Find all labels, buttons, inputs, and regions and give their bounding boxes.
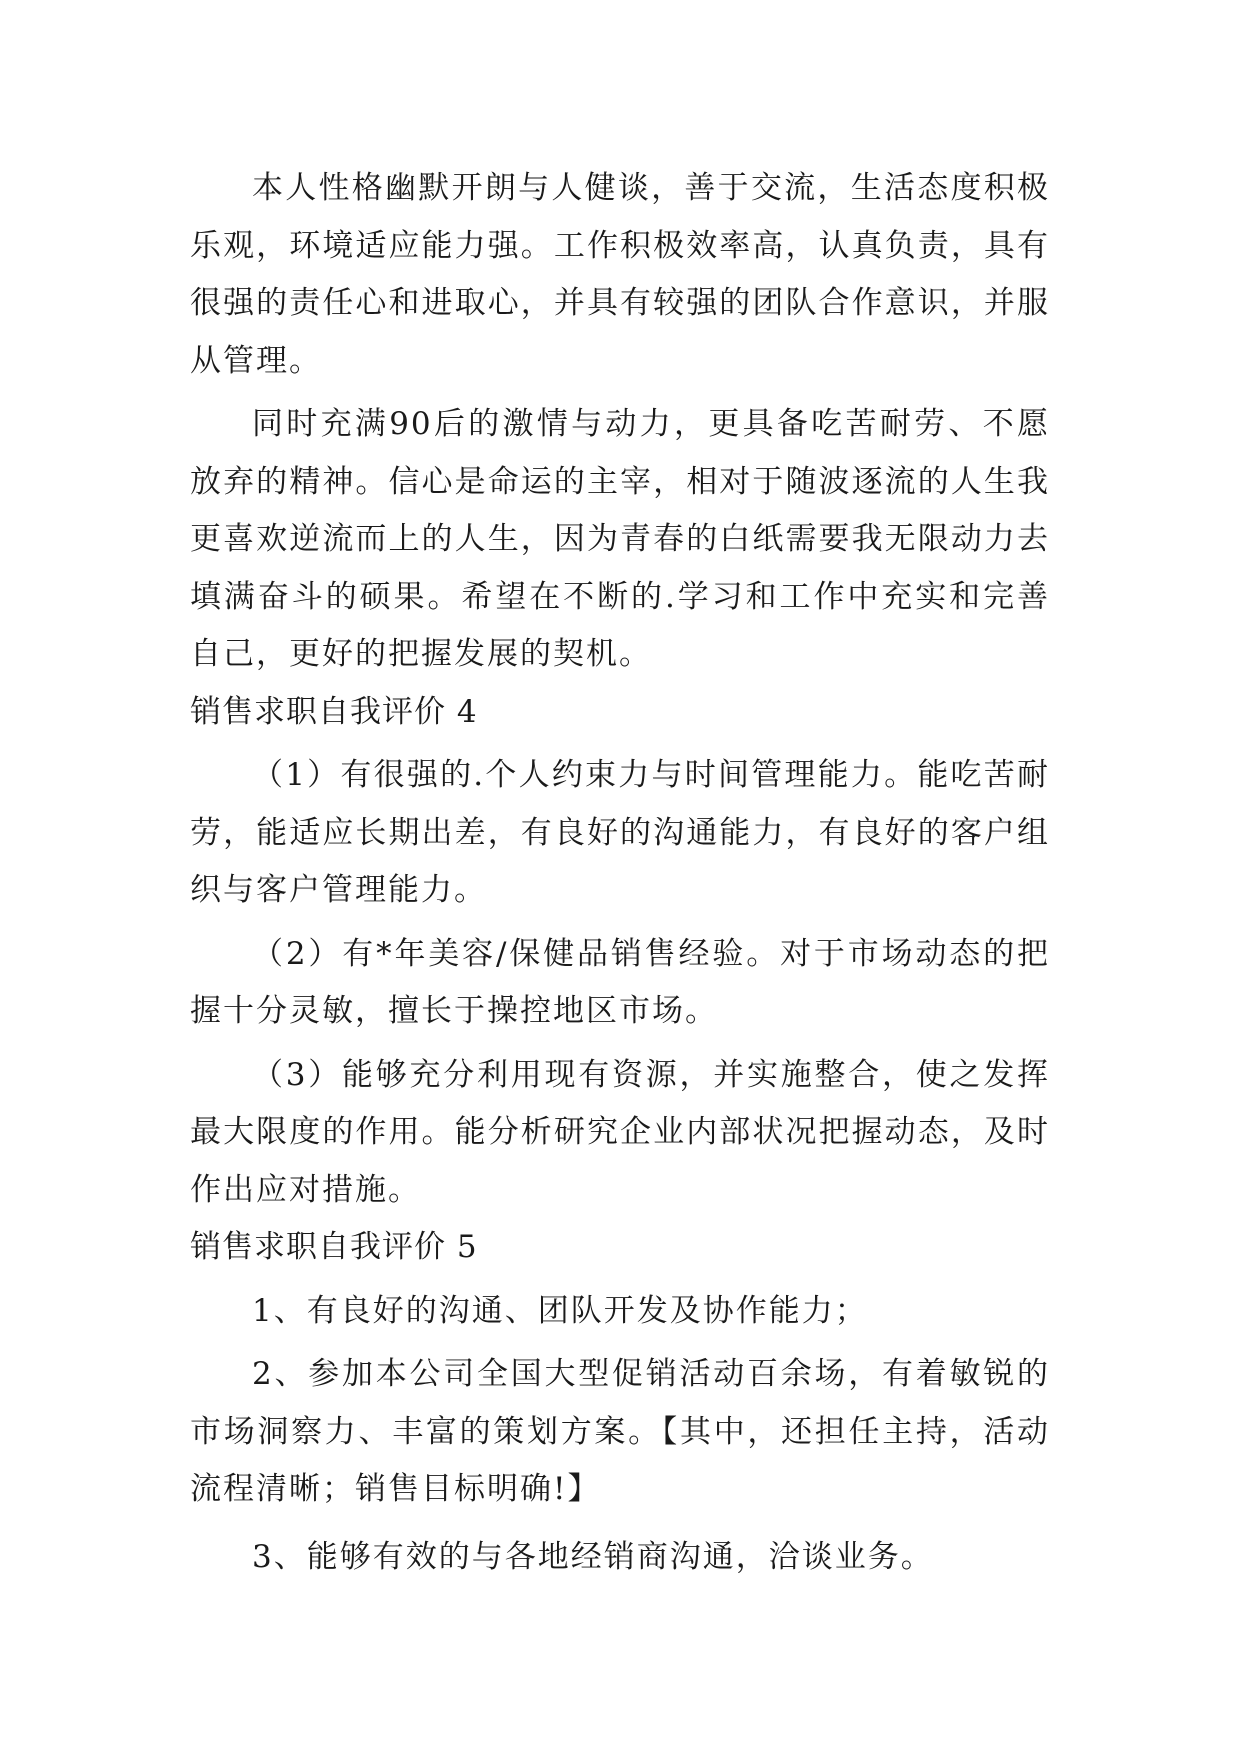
paragraph-item-1: （1）有很强的.个人约束力与时间管理能力。能吃苦耐劳，能适应长期出差，有良好的沟通能力，有良好的客户组织与客户管理能力。 — [190, 757, 1050, 908]
paragraph-personality: 本人性格幽默开朗与人健谈，善于交流，生活态度积极乐观，环境适应能力强。工作积极效率高，认真负责，具有很强的责任心和进取心，并具有较强的团队合作意识，并服从管理。 — [190, 170, 1050, 379]
section-heading-5: 销售求职自我评价 5 — [190, 1229, 478, 1265]
list-item-3: 3、能够有效的与各地经销商沟通，洽谈业务。 — [252, 1538, 934, 1575]
paragraph-item-3: （3）能够充分利用现有资源，并实施整合，使之发挥最大限度的作用。能分析研究企业内部状况把握动态，及时作出应对措施。 — [190, 1056, 1050, 1208]
list-item-2: 2、参加本公司全国大型促销活动百余场，有着敏锐的市场洞察力、丰富的策划方案。【其中，还担任主持，活动流程清晰；销售目标明确!】 — [190, 1356, 1050, 1507]
paragraph-passion: 同时充满90后的激情与动力，更具备吃苦耐劳、不愿放弃的精神。信心是命运的主宰，相对于随波逐流的人生我更喜欢逆流而上的人生，因为青春的白纸需要我无限动力去填满奋斗的硕果。希望在不断的.学习和工作中充实和完善自己，更好的把握发展的契机。 — [190, 406, 1050, 672]
paragraph-item-2: （2）有*年美容/保健品销售经验。对于市场动态的把握十分灵敏，擅长于操控地区市场。 — [190, 935, 1050, 1029]
list-item-1: 1、有良好的沟通、团队开发及协作能力； — [252, 1292, 868, 1329]
document-body — [190, 160, 1050, 1586]
section-heading-4: 销售求职自我评价 4 — [190, 693, 478, 730]
